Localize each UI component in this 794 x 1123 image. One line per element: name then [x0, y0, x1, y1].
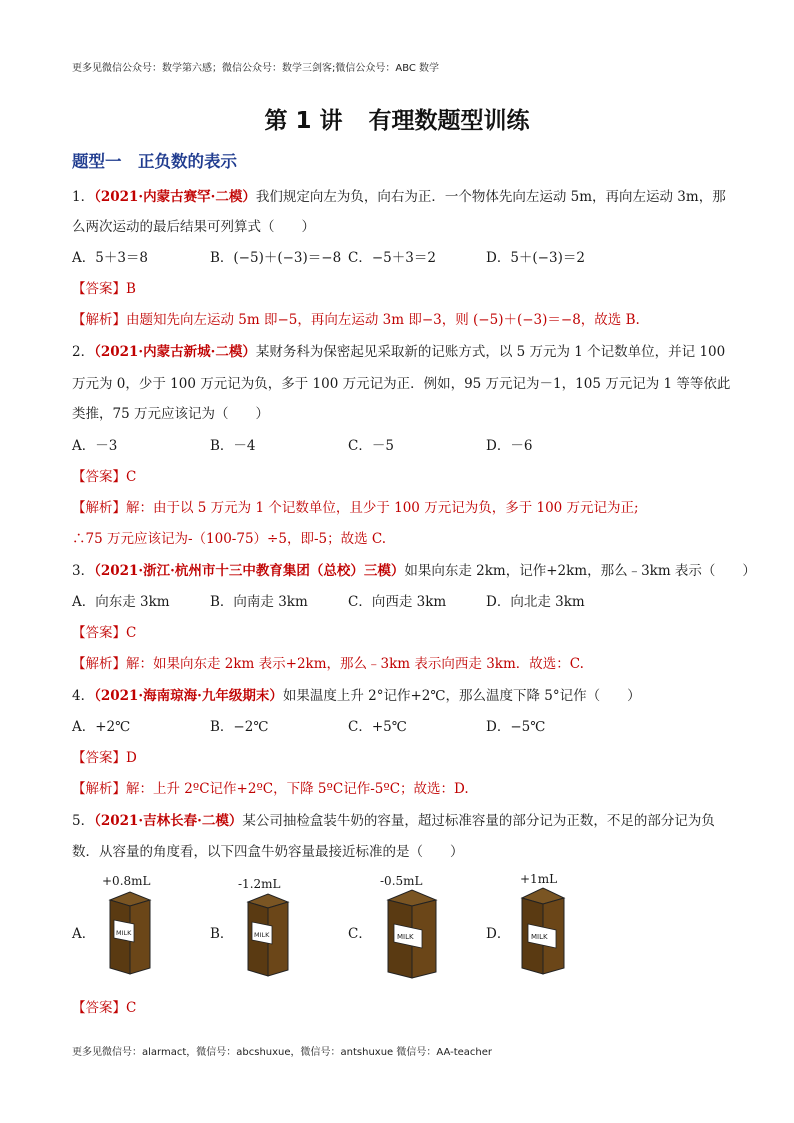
q1-option-c: C．−5＋3＝2 [348, 250, 436, 266]
q4-option-b: B．−2℃ [210, 719, 269, 735]
q1-option-b: B．(−5)＋(−3)＝−8 [210, 250, 342, 266]
q5-option-c-letter: C． [348, 926, 372, 942]
q4-explanation: 【解析】解：上升 2ºC记作+2ºC，下降 5ºC记作-5ºC；故选：D. [72, 781, 469, 797]
page-footer: 更多见微信号：alarmact，微信号：abcshuxue，微信号：antshuxue 微信号：AA-teacher [72, 1047, 493, 1058]
q4-answer: 【答案】D [72, 750, 137, 766]
q2-line-1: 2．（2021·内蒙古新城·二模）某财务科为保密起见采取新的记账方式，以 5 万元为 1 个记数单位，并记 100 [72, 344, 726, 360]
carton-text: MILK [397, 933, 414, 941]
q3-option-b: B．向南走 3km [210, 594, 308, 610]
q5-option-d-label: +1mL [520, 872, 558, 886]
q1-answer: 【答案】B [72, 281, 136, 297]
milk-carton-icon [516, 886, 570, 976]
title-topic: 有理数题型训练 [368, 108, 530, 134]
q5-option-d-letter: D． [486, 926, 511, 942]
q1-option-a: A．5＋3＝8 [72, 250, 149, 266]
carton-text: MILK [254, 931, 270, 939]
q5-option-a [72, 872, 182, 982]
q5-option-d [486, 872, 596, 982]
q3-answer: 【答案】C [72, 625, 137, 641]
q2-line-2: 万元为 0，少于 100 万元记为负，多于 100 万元记为正．例如，95 万元记为－1，105 万元记为 1 等等依此 [72, 376, 731, 392]
q3-source: （2021·浙江·杭州市十三中教育集团（总校）三模） [94, 563, 405, 579]
q5-option-c-label: -0.5mL [380, 874, 423, 888]
q3-option-c: C．向西走 3km [348, 594, 447, 610]
q2-line-3: 类推，75 万元应该记为（ ） [72, 406, 269, 422]
q2-option-c: C．－5 [348, 438, 394, 454]
q4-option-d: D．−5℃ [486, 719, 546, 735]
q5-option-a-letter: A． [72, 926, 96, 942]
page-title [0, 102, 794, 135]
q5-option-c [348, 872, 458, 982]
q5-option-b-letter: B． [210, 926, 234, 942]
q2-explanation: 【解析】解：由于以 5 万元为 1 个记数单位，且少于 100 万元记为负，多于 100 万元记为正; [72, 500, 639, 516]
q1-line-2: 么两次运动的最后结果可列算式（ ） [72, 219, 315, 235]
q4-line-1: 4．（2021·海南琼海·九年级期末）如果温度上升 2°记作+2℃，那么温度下降 5°记作（ ） [72, 688, 641, 704]
q5-line-2: 数．从容量的角度看，以下四盒牛奶容量最接近标准的是（ ） [72, 844, 464, 860]
milk-carton-icon [382, 888, 442, 980]
section-heading: 题型一 正负数的表示 [72, 152, 237, 171]
q3-option-a: A．向东走 3km [72, 594, 170, 610]
q2-source: （2021·内蒙古新城·二模） [94, 344, 256, 360]
milk-carton-icon [104, 890, 156, 976]
q1-explanation: 【解析】由题知先向左运动 5m 即−5，再向左运动 3m 即−3，则 (−5)＋(−3)＝−8，故选 B. [72, 312, 640, 328]
q5-option-b-label: -1.2mL [238, 877, 281, 891]
q1-source: （2021·内蒙古赛罕·二模） [94, 189, 256, 205]
q5-option-a-label: +0.8mL [102, 874, 151, 888]
carton-text: MILK [116, 929, 132, 937]
q2-option-b: B．－4 [210, 438, 256, 454]
q2-option-a: A．－3 [72, 438, 118, 454]
q4-option-c: C．+5℃ [348, 719, 407, 735]
q1-line-1: 1．（2021·内蒙古赛罕·二模）我们规定向左为负，向右为正．一个物体先向左运动 5m，再向左运动 3m，那 [72, 189, 726, 205]
milk-carton-icon [242, 892, 294, 978]
q5-answer: 【答案】C [72, 1000, 137, 1016]
q5-line-1: 5．（2021·吉林长春·二模）某公司抽检盒装牛奶的容量，超过标准容量的部分记为正数，不足的部分记为负 [72, 813, 715, 829]
q5-option-b [210, 872, 320, 982]
carton-text: MILK [531, 933, 548, 941]
q3-line-1: 3．（2021·浙江·杭州市十三中教育集团（总校）三模）如果向东走 2km，记作+2km，那么﹣3km 表示（ ） [72, 563, 756, 579]
q2-answer: 【答案】C [72, 469, 137, 485]
q1-option-d: D．5＋(−3)＝2 [486, 250, 585, 266]
q2-explanation-2: ∴75 万元应该记为-（100-75）÷5，即-5；故选 C. [72, 531, 387, 547]
page-header: 更多见微信公众号：数学第六感；微信公众号：数学三剑客;微信公众号：ABC 数学 [72, 63, 440, 74]
q3-option-d: D．向北走 3km [486, 594, 585, 610]
q5-source: （2021·吉林长春·二模） [94, 813, 243, 829]
title-lesson: 第 1 讲 [264, 108, 343, 134]
q3-explanation: 【解析】解：如果向东走 2km 表示+2km，那么﹣3km 表示向西走 3km．故选：C. [72, 656, 584, 672]
q4-source: （2021·海南琼海·九年级期末） [94, 688, 283, 704]
q2-option-d: D．－6 [486, 438, 533, 454]
q4-option-a: A．+2℃ [72, 719, 131, 735]
